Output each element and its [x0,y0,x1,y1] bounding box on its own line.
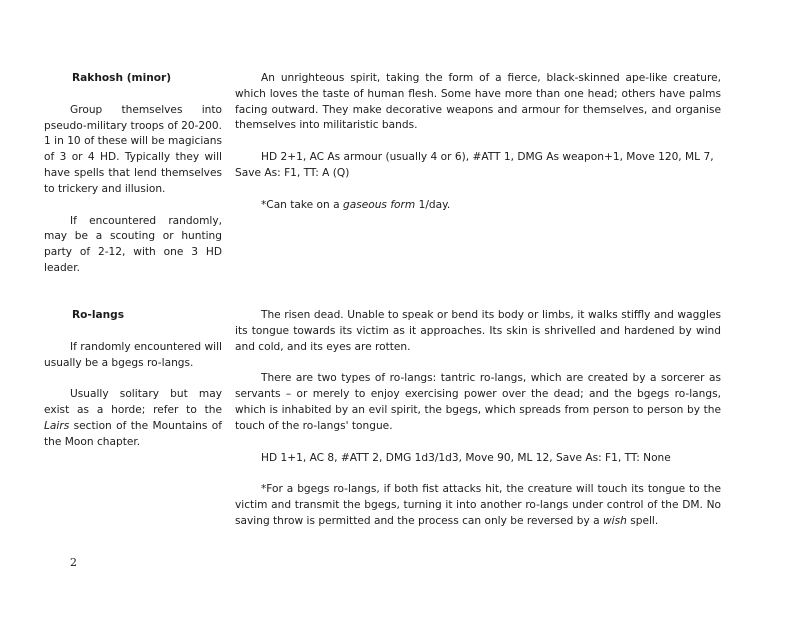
rakhosh-note-troops: Group themselves into pseudo-military troops of 20-200. 1 in 10 of these will be magicians of 3 or 4 HD. Typically they will have spells that lend themselves to trickery and illusion. [44,103,222,195]
rolangs-main [235,308,721,530]
rakhosh-special: *Can take on a gaseous form 1/day. [261,198,451,211]
rakhosh-heading: Rakhosh (minor) [72,72,172,84]
rolangs-note-encounter: If randomly encountered will usually be a bgegs ro-langs. [44,340,222,369]
page-number: 2 [70,556,77,569]
wish-term: wish [603,514,627,527]
rakhosh-sidebar [44,71,222,277]
rakhosh-main [235,71,721,214]
rolangs-description: The risen dead. Unable to speak or bend its body or limbs, it walks stiffly and waggles its tongue towards its victim as it approaches. Its skin is shrivelled and hardened by wind and cold, and its eyes are rotten. [235,309,721,353]
rolangs-heading: Ro-langs [72,309,125,321]
gaseous-form-term: gaseous form [342,198,416,211]
rolangs-stats: HD 1+1, AC 8, #ATT 2, DMG 1d3/1d3, Move 90, ML 12, Save As: F1, TT: None [261,451,671,464]
lairs-term: Lairs [44,419,70,432]
rolangs-sidebar [44,308,222,451]
rolangs-note-lair: Usually solitary but may exist as a horde; refer to the Lairs section of the Mountains of the Moon chapter. [44,388,222,448]
rakhosh-note-encounter: If encountered randomly, may be a scouting or hunting party of 2-12, with one 3 HD leader. [44,214,222,274]
rolangs-types: There are two types of ro-langs: tantric ro-langs, which are created by a sorcerer as servants – or merely to enjoy exercising power over the dead; and the bgegs ro-langs, which is inhabited by an evil spirit, the bgegs, which spreads from person to person by the touch of the ro-langs' tongue. [235,372,721,432]
rakhosh-stats: HD 2+1, AC As armour (usually 4 or 6), #ATT 1, DMG As weapon+1, Move 120, ML 7, Save As: F1, TT: A (Q) [235,151,714,179]
rolangs-special: *For a bgegs ro-langs, if both fist attacks hit, the creature will touch its tongue to the victim and transmit the bgegs, turning it into another ro-langs under control of the DM. No saving throw is permitted and the process can only be reversed by a wish spell. [235,483,721,527]
rakhosh-description: An unrighteous spirit, taking the form of a fierce, black-skinned ape-like creature, which loves the taste of human flesh. Some have more than one head; others have palms facing outward. They make decorative weapons and armour for themselves, and organise themselves into militaristic bands. [235,72,721,132]
